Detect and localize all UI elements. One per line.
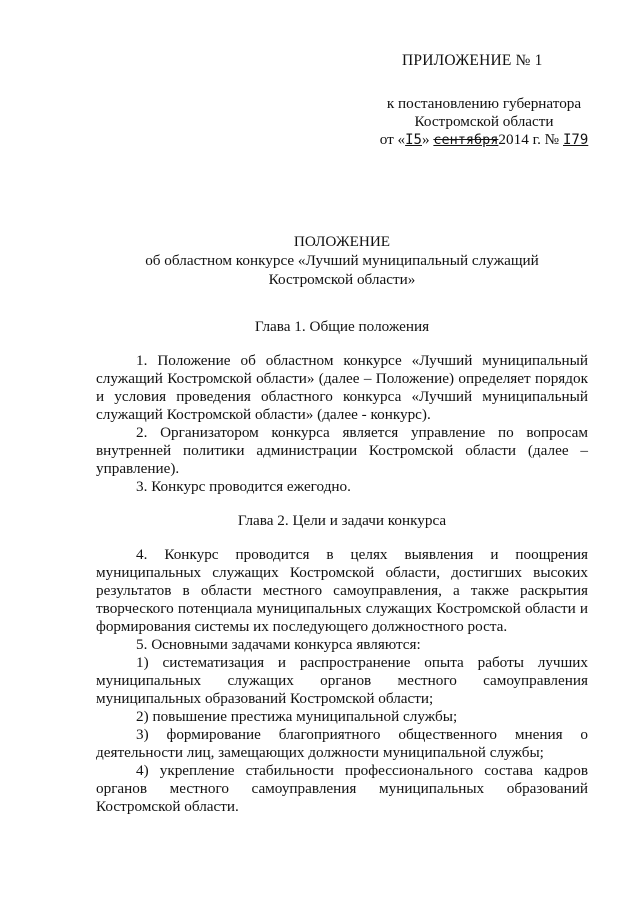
chapter2-heading: Глава 2. Цели и задачи конкурса xyxy=(237,512,447,529)
decree-reference-line2: Костромской области xyxy=(414,113,554,130)
task-item-1: 1) систематизация и распространение опыта работы лучших муниципальных служащих органов местного самоуправления муниципальных образований Костромской области; xyxy=(96,654,588,707)
decree-reference-line1: к постановлению губернатора xyxy=(386,95,582,112)
paragraph-2: 2. Организатором конкурса является управление по вопросам внутренней политики администрации Костромской области (далее – управление). xyxy=(96,424,588,477)
decree-date-line xyxy=(364,131,604,149)
task-item-3: 3) формирование благоприятного общественного мнения о деятельности лиц, замещающих должности муниципальной службы; xyxy=(96,726,588,761)
document-title xyxy=(80,232,604,289)
title-line2: Костромской области» xyxy=(268,271,416,288)
paragraph-1: 1. Положение об областном конкурсе «Лучший муниципальный служащий Костромской области» (далее – Положение) определяет порядок и условия проведения областного конкурса «Лучший муниципальный служащий Костромской области» (далее - конкурс). xyxy=(96,352,588,423)
decree-reference xyxy=(364,95,604,149)
date-mid: » xyxy=(421,131,430,148)
task-item-4: 4) укрепление стабильности профессионального состава кадров органов местного самоуправления муниципальных образований Костромской области. xyxy=(96,762,588,815)
chapter2-body xyxy=(96,546,588,816)
title-heading: ПОЛОЖЕНИЕ xyxy=(293,233,391,250)
chapter1-heading: Глава 1. Общие положения xyxy=(254,318,430,335)
annex-number: ПРИЛОЖЕНИЕ № 1 xyxy=(402,52,543,69)
chapter1-body xyxy=(96,352,588,496)
paragraph-5: 5. Основными задачами конкурса являются: xyxy=(136,636,421,653)
task-item-2: 2) повышение престижа муниципальной службы; xyxy=(136,708,458,725)
date-prefix: от « xyxy=(379,131,406,148)
paragraph-4: 4. Конкурс проводится в целях выявления и поощрения муниципальных служащих Костромской области, достигших высоких результатов в области местного самоуправления, а также раскрытия творческого потенциала муниципальных служащих Костромской области и формирования системы их последующего должностного роста. xyxy=(96,546,588,635)
date-year: 2014 г. № xyxy=(498,131,560,148)
paragraph-3: 3. Конкурс проводится ежегодно. xyxy=(136,478,351,495)
date-day: I5 xyxy=(405,132,422,148)
title-line1: об областном конкурсе «Лучший муниципальный служащий xyxy=(145,252,539,269)
date-month: сентября xyxy=(433,132,499,148)
decree-number: I79 xyxy=(562,132,589,148)
